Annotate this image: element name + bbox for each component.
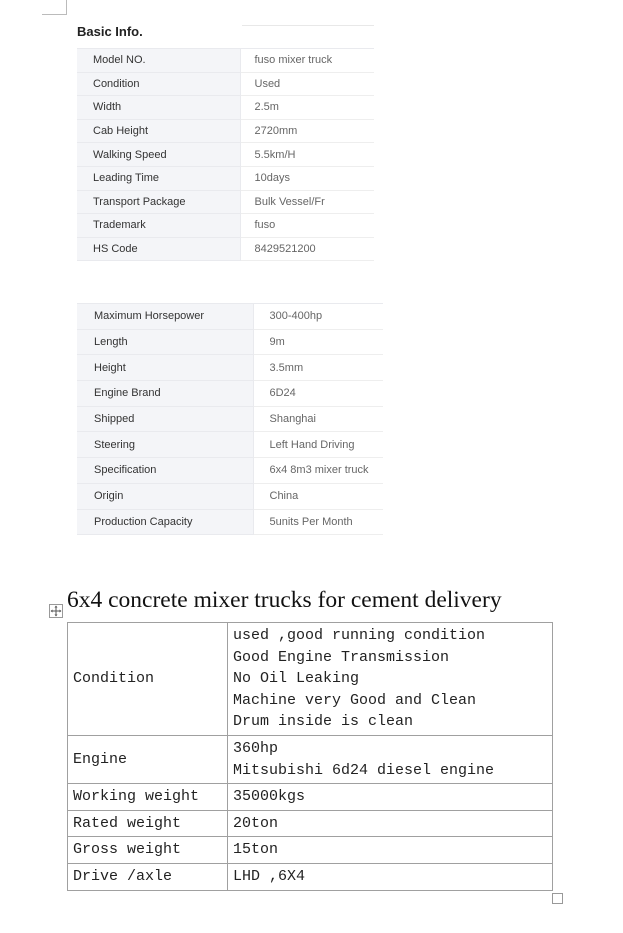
spec-value: 5units Per Month [253,509,383,535]
spec-key: Shipped [77,406,253,432]
value-line: Machine very Good and Clean [233,691,477,709]
spec-value: 8429521200 [240,237,374,261]
table-row [77,355,383,381]
spec-key: Maximum Horsepower [77,304,253,330]
table-row [77,381,383,407]
table-row [77,214,374,238]
table-row [68,863,553,890]
table-row [77,432,383,458]
row-value [228,735,553,783]
spec-key: Steering [77,432,253,458]
table-row [77,72,374,96]
spec-key: Trademark [77,214,240,238]
table-row [68,623,553,736]
spec-key: Engine Brand [77,381,253,407]
spec-key: Transport Package [77,190,240,214]
value-line: LHD ,6X4 [233,867,306,885]
spec-key: Cab Height [77,119,240,143]
value-line: used ,good running condition [233,627,486,644]
table-row [77,166,374,190]
table-resize-handle[interactable] [552,893,563,904]
basic-info-title: Basic Info. [77,24,143,39]
spec-key: Height [77,355,253,381]
spec-value: Used [240,72,374,96]
row-label: Condition [68,623,228,736]
table-row [77,237,374,261]
spec-key: Leading Time [77,166,240,190]
row-value [228,623,553,736]
spec-value: 6x4 8m3 mixer truck [253,458,383,484]
spec-key: Width [77,96,240,120]
spec-value: Left Hand Driving [253,432,383,458]
value-line: 20ton [233,814,279,832]
spec-value: Bulk Vessel/Fr [240,190,374,214]
spec-value: 6D24 [253,381,383,407]
value-line: Drum inside is clean [233,713,414,731]
row-value [228,810,553,837]
basic-info-table [77,48,374,261]
row-value [228,863,553,890]
spec-value: Shanghai [253,406,383,432]
row-label: Working weight [68,784,228,811]
divider [242,25,374,26]
value-line: 35000kgs [233,788,306,806]
spec-key: Walking Speed [77,143,240,167]
table-row [77,119,374,143]
spec-key: Model NO. [77,49,240,73]
spec-value: fuso [240,214,374,238]
spec-value: 9m [253,329,383,355]
value-line: Mitsubishi 6d24 diesel engine [233,761,495,779]
table-row [77,190,374,214]
table-row [77,49,374,73]
row-label: Rated weight [68,810,228,837]
table-row [77,329,383,355]
spec-key: Specification [77,458,253,484]
table-row [77,458,383,484]
table-row [68,784,553,811]
spec-key: HS Code [77,237,240,261]
spec-value: 5.5km/H [240,143,374,167]
spec-value: fuso mixer truck [240,49,374,73]
table-row [77,406,383,432]
spec-value: 2720mm [240,119,374,143]
row-value [228,784,553,811]
spec-value: 3.5mm [253,355,383,381]
spec-key: Condition [77,72,240,96]
spec-key: Production Capacity [77,509,253,535]
table-row [77,483,383,509]
spec-value: China [253,483,383,509]
spec-value: 10days [240,166,374,190]
document-spec-table [67,622,553,891]
table-row [77,509,383,535]
row-label: Gross weight [68,837,228,864]
value-line: No Oil Leaking [233,670,360,688]
move-icon [50,605,62,617]
spec-key: Origin [77,483,253,509]
row-value [228,837,553,864]
spec-value: 300-400hp [253,304,383,330]
value-line: 360hp [233,739,279,757]
table-row [77,96,374,120]
more-info-table [77,303,383,535]
spec-key: Length [77,329,253,355]
row-label: Drive /axle [68,863,228,890]
page-corner-mark [42,0,67,15]
value-line: Good Engine Transmission [233,648,450,666]
table-row [68,837,553,864]
table-row [77,143,374,167]
row-label: Engine [68,735,228,783]
table-row [68,810,553,837]
document-heading: 6x4 concrete mixer trucks for cement delivery [67,587,502,613]
table-row [77,304,383,330]
table-move-handle[interactable] [49,604,63,618]
value-line: 15ton [233,841,279,859]
spec-value: 2.5m [240,96,374,120]
table-row [68,735,553,783]
